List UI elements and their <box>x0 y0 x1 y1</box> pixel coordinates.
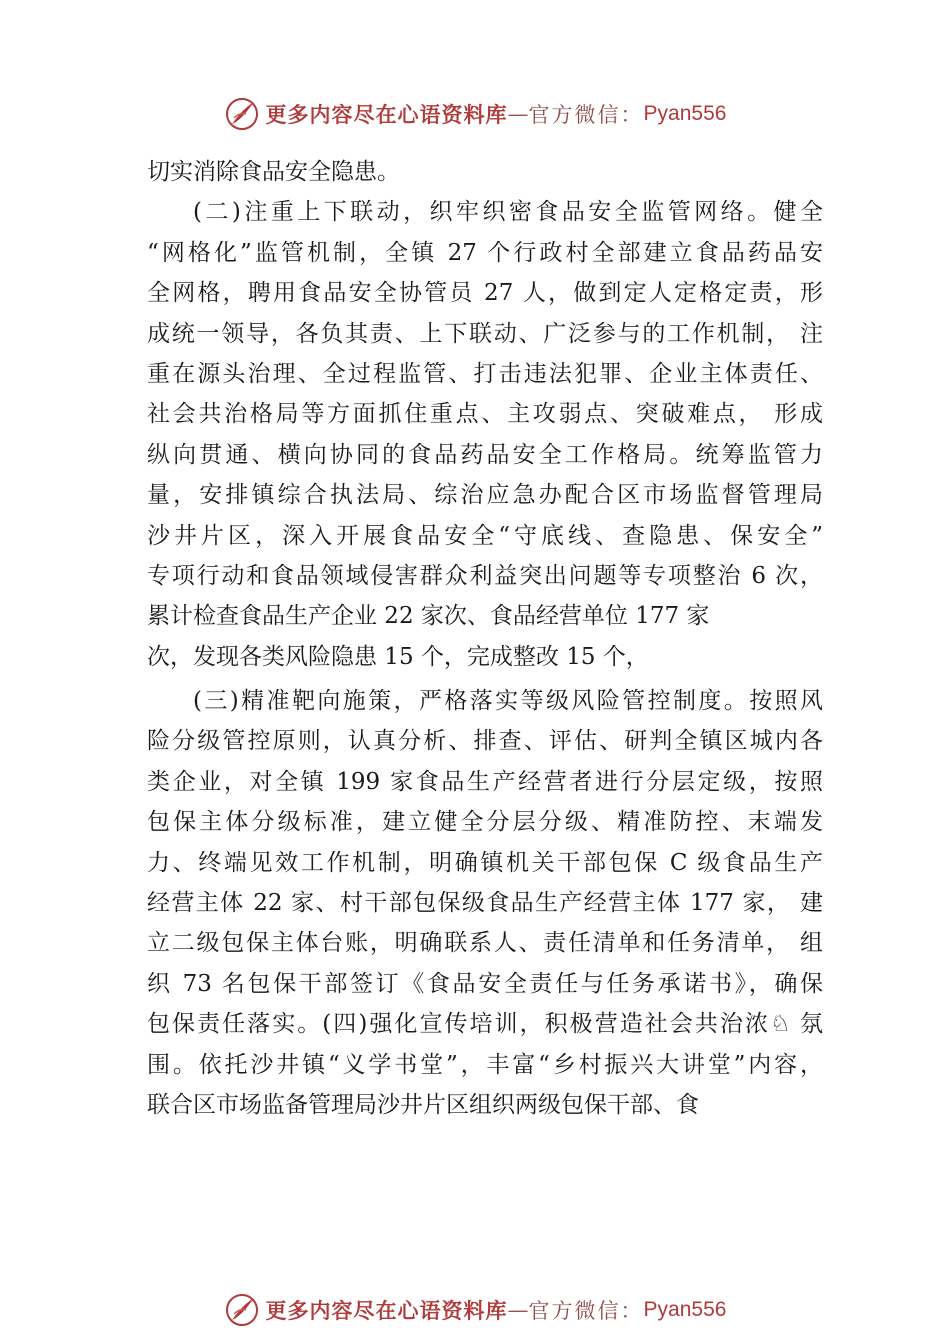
body-line: (三)精准靶向施策，严格落实等级风险管控制度。按照风 <box>193 688 823 715</box>
banner-main-text: 更多内容尽在心语资料库 <box>265 102 508 127</box>
banner-main-text: 更多内容尽在心语资料库 <box>265 1298 508 1323</box>
body-line: 包保责任落实。(四)强化宣传培训，积极营造社会共治浓♘ 氛 <box>147 1011 823 1038</box>
banner-wechat-label: 官方微信： <box>528 1299 644 1323</box>
quill-logo-icon <box>224 1292 260 1328</box>
body-line: 全网格，聘用食品安全协管员 27 人，做到定人定格定责，形 <box>147 280 823 307</box>
body-line: 成统一领导，各负其责、上下联动、广泛参与的工作机制， 注 <box>147 320 823 347</box>
body-line: 险分级管控原则，认真分析、排查、评估、研判全镇区城内各 <box>147 728 823 755</box>
body-line: 量，安排镇综合执法局、综治应急办配合区市场监督管理局 <box>147 482 823 509</box>
body-line: 沙井片区，深入开展食品安全“守底线、查隐患、保安全” <box>147 522 823 549</box>
body-line: 切实消除食品安全隐患。 <box>147 159 400 185</box>
body-line: 纵向贯通、横向协同的食品药品安全工作格局。统筹监管力 <box>147 441 823 468</box>
body-line: 类企业，对全镇 199 家食品生产经营者进行分层定级，按照 <box>147 768 823 795</box>
body-line: 经营主体 22 家、村干部包保级食品生产经营主体 177 家， 建 <box>147 890 823 917</box>
footer-banner <box>0 1290 950 1330</box>
body-line: 织 73 名包保干部签订《食品安全责任与任务承诺书》，确保 <box>147 970 823 997</box>
body-line: 次，发现各类风险隐患 15 个，完成整改 15 个， <box>147 643 649 670</box>
body-line: “网格化”监管机制，全镇 27 个行政村全部建立食品药品安 <box>147 239 823 266</box>
body-line: 累计检查食品生产企业 22 家次、食品经营单位 177 家 <box>147 603 710 630</box>
body-line: 围。依托沙井镇“义学书堂”，丰富“乡村振兴大讲堂”内容， <box>147 1051 823 1078</box>
body-line: 专项行动和食品领域侵害群众利益突出问题等专项整治 6 次， <box>147 562 823 589</box>
document-body <box>147 152 823 1125</box>
body-line: 社会共治格局等方面抓住重点、主攻弱点、突破难点， 形成 <box>147 401 823 428</box>
banner-wechat-label: 官方微信： <box>528 103 644 127</box>
body-line: 力、终端见效工作机制，明确镇机关干部包保 C 级食品生产 <box>147 849 823 876</box>
header-banner <box>0 94 950 134</box>
banner-dash: — <box>507 102 529 126</box>
body-line: (二)注重上下联动，织牢织密食品安全监管网络。健全 <box>193 199 823 226</box>
banner-dash: — <box>507 1298 529 1322</box>
body-line: 联合区市场监备管理局沙井片区组织两级包保干部、食 <box>147 1091 699 1118</box>
body-line: 立二级包保主体台账，明确联系人、责任清单和任务清单， 组 <box>147 930 823 957</box>
banner-wechat-id: Pyan556 <box>643 1298 727 1321</box>
body-line: 重在源头治理、全过程监管、打击违法犯罪、企业主体责任、 <box>147 360 823 387</box>
quill-logo-icon <box>224 96 260 132</box>
body-line: 包保主体分级标准，建立健全分层分级、精准防控、末端发 <box>147 809 823 836</box>
banner-wechat-id: Pyan556 <box>643 102 727 125</box>
